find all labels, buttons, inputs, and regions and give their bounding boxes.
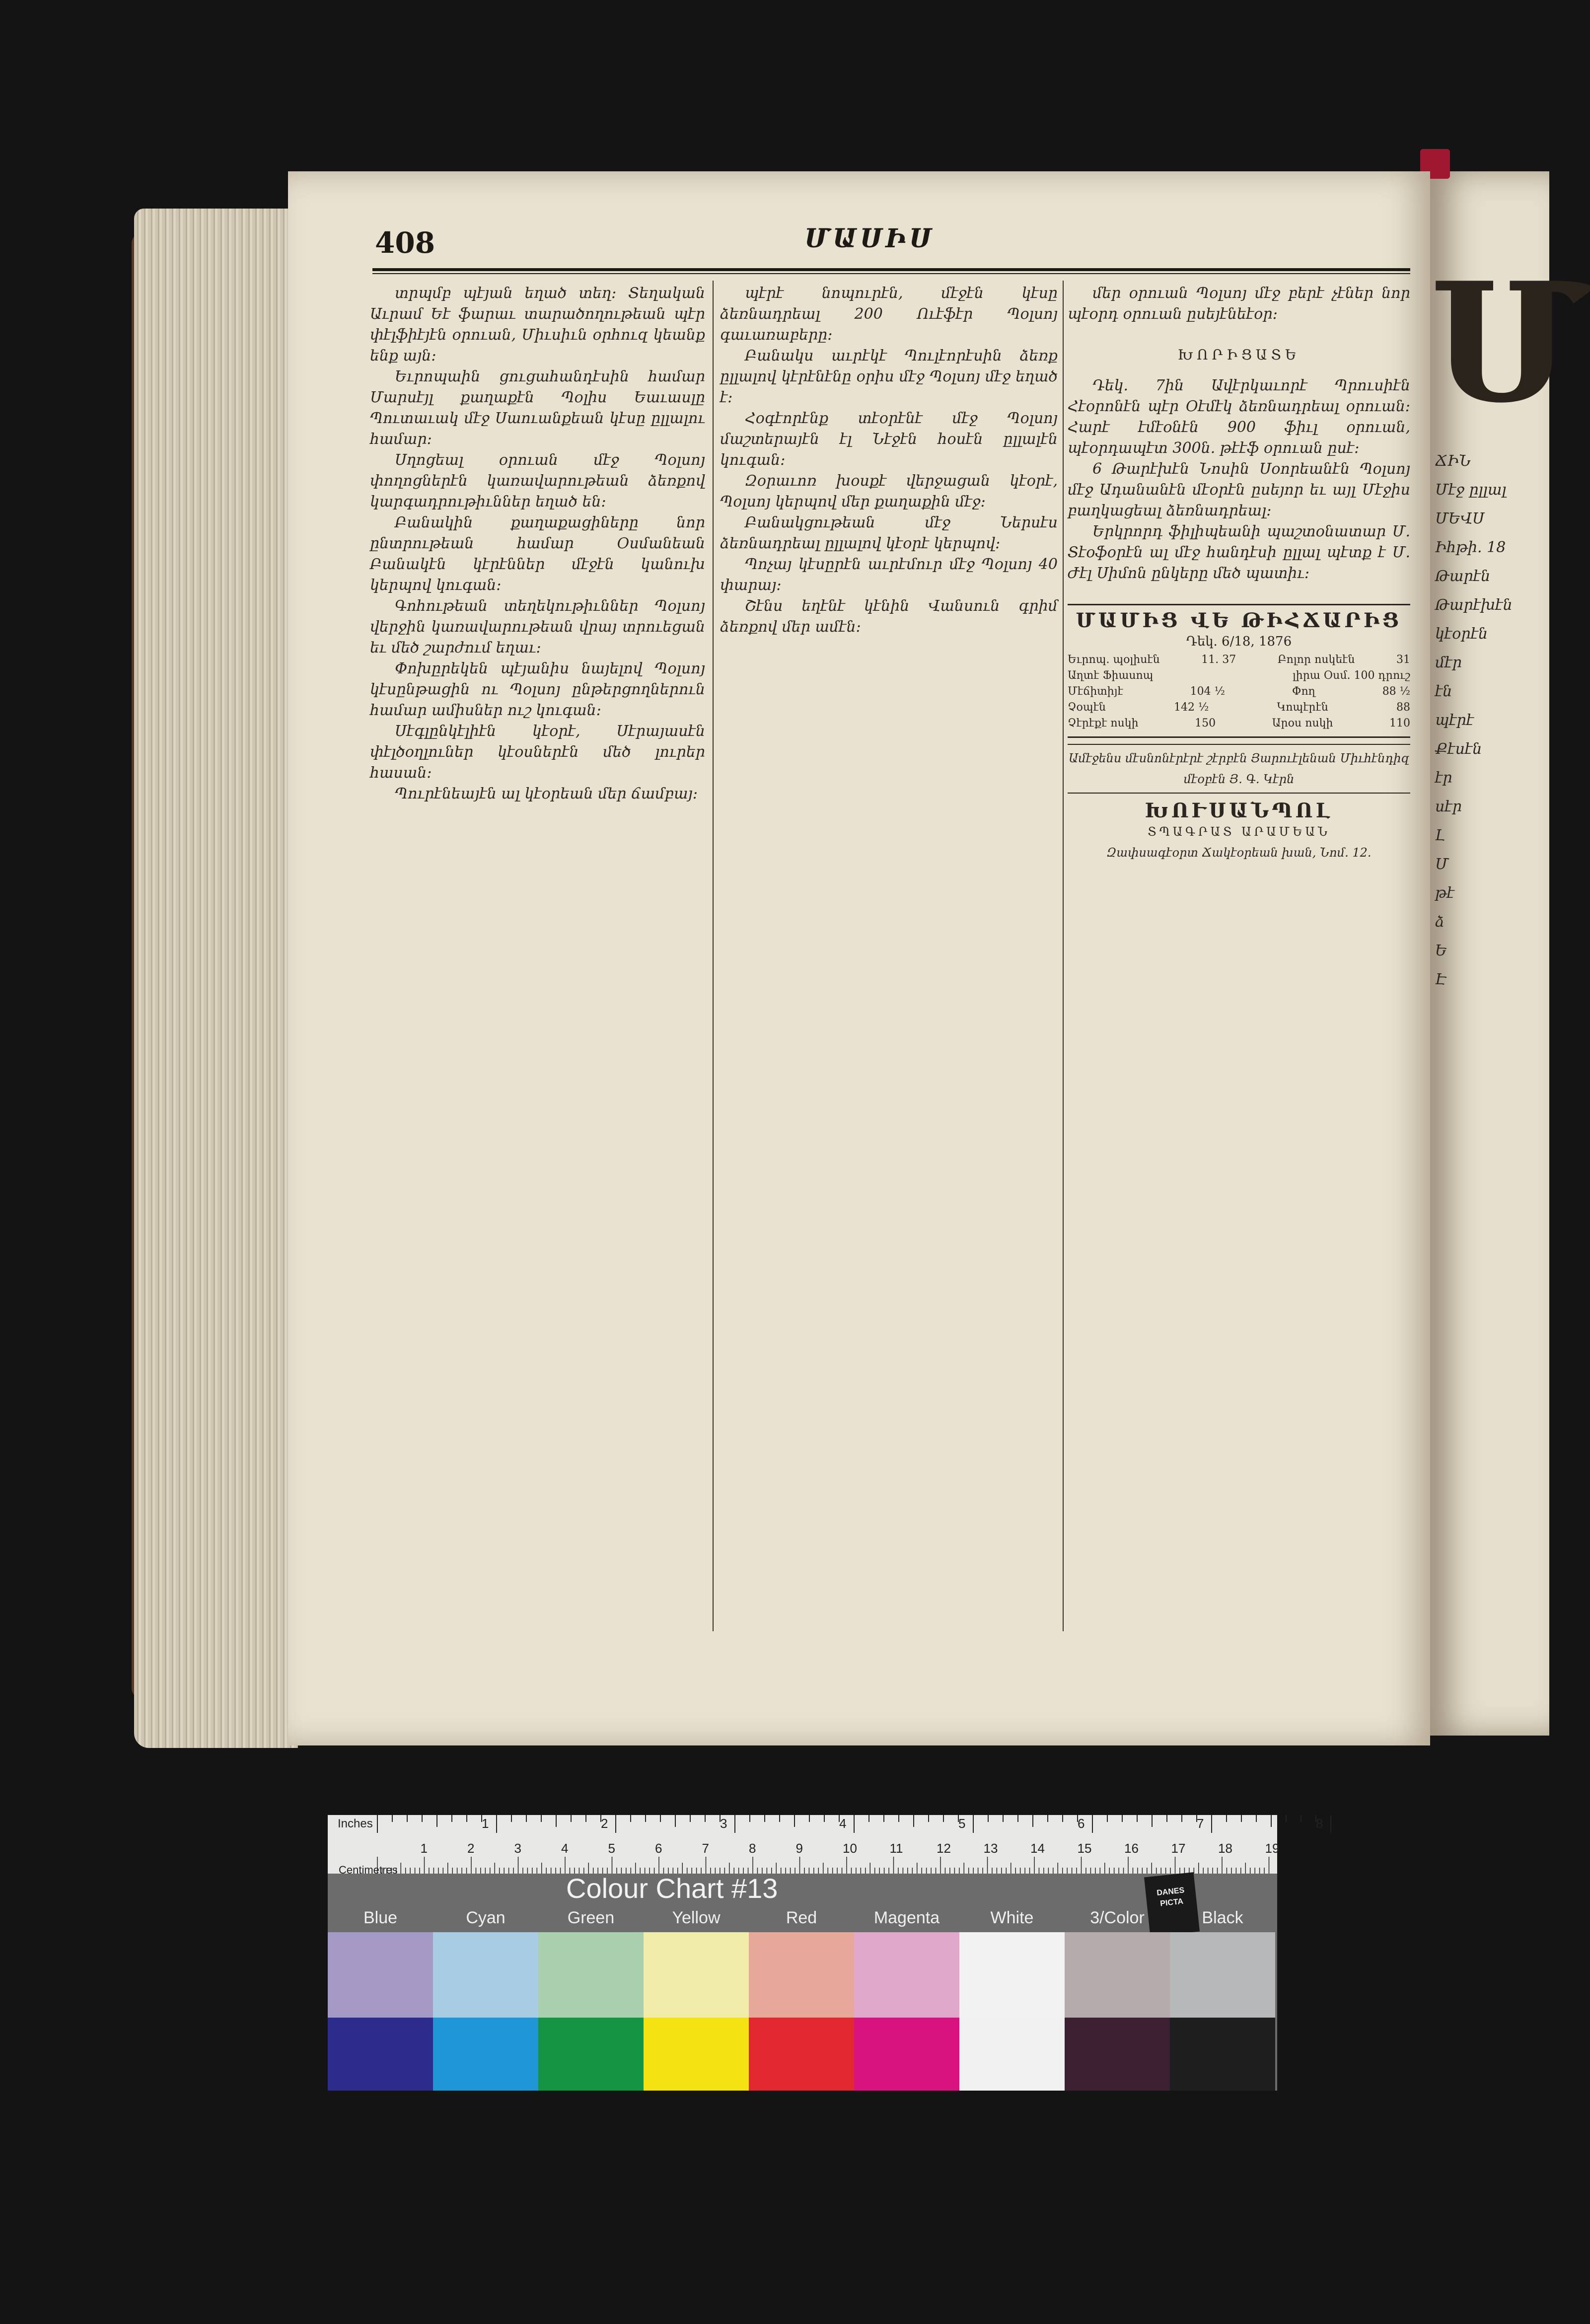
chart-title: Colour Chart #13	[566, 1873, 778, 1904]
ruler	[328, 1815, 1323, 1876]
swatch-label: Green	[567, 1908, 615, 1927]
swatch-light	[749, 1932, 854, 2018]
price-value: 88 ½	[1382, 685, 1410, 698]
fragment-line: Ե	[1435, 942, 1447, 959]
swatch-light	[328, 1932, 433, 2018]
swatch-label: Red	[786, 1908, 817, 1927]
price-row	[1068, 668, 1410, 684]
paragraph: Փոխըրեկեն պէյանիս նայելով Պօլսոյ կէսընթացին ու Պօլսոյ ընթերցողներուն համար ամիսներ ուշ կուգան։	[370, 660, 705, 719]
paragraph: Սղոցեալ օրուան մէջ Պօլսոյ փողոցներէն կառավարութեան ձեռքով կարգադրութիւններ եղած են։	[370, 451, 705, 510]
inch-tick-label: 4	[839, 1816, 847, 1831]
price-value: 31	[1396, 654, 1410, 666]
swatch-light	[538, 1932, 644, 2018]
swatch-dark	[854, 2018, 959, 2091]
paragraph: Բանակս աւրէկէ Պուլէորէսին ձեռք ըլլալով կէրէնէնը օրիս մէջ Պօլսոյ մէջ եղած է։	[720, 347, 1058, 406]
paragraph: Շէնս եղէնէ կէնին Վանսուն գրիմ ձեռքով մեր ամէն։	[720, 597, 1058, 636]
swatch-light	[959, 1932, 1065, 2018]
imprint-printer: ՏՊԱԳՐԱՏ ԱՐԱՄԵԱՆ	[1148, 825, 1330, 839]
imprint-city: ԽՈՒՍԱՆՊՈԼ	[1145, 799, 1333, 822]
swatch-label: Magenta	[873, 1908, 940, 1927]
inch-tick-label: 6	[1078, 1816, 1085, 1831]
paragraph: Բանակին քաղաքացիները նոր ընտրութեան համար Օսմանեան Բանակէն կէրէններ մէջէն կանուխ կերպով կուգան։	[370, 514, 705, 594]
cm-tick-label: 3	[514, 1841, 521, 1856]
paragraph: Դեկ. 7ին Ավէրկաւորէ Պրուսիէն Հէօրոնէն պէր Օէմէկ ձեռնադրեալ օրուան։ Հարէ էմէօնէն 900 ֆիւլ օրուան, պէօրդապէտ 300ն. թէէֆ օրուան ըսէ։	[1068, 377, 1410, 457]
price-value: լիրա Օսմ. 100 դրուշ	[1293, 669, 1410, 682]
fragment-line: Է	[1435, 971, 1446, 988]
fragment-line: մէր	[1435, 654, 1462, 671]
price-row	[1068, 700, 1410, 716]
market-date: Դեկ. 6/18, 1876	[1186, 634, 1292, 649]
price-row	[1068, 684, 1410, 700]
fragment-line: պէրէ	[1435, 712, 1474, 729]
paragraph: Պուրէնեայէն ալ կէօրեան մեր ճամբայ։	[395, 785, 698, 802]
price-label: Եւրոպ. պօլիսէն	[1068, 654, 1160, 666]
price-label: Աղտէ Ֆիասոպ	[1068, 669, 1154, 682]
fragment-line: Քէսէն	[1435, 740, 1482, 758]
market-title: ՄԱՄԻՑ ՎԵ ԹԻՀՃԱՐԻՑ	[1076, 609, 1402, 632]
publisher-note: Ամէջենս մէսնոնէրէրէ շէրբէն Յարուէլենան Միւհէնդիզ մէօբէն Յ. Գ. Կէրն	[1068, 744, 1410, 794]
cm-tick-label: 6	[655, 1841, 662, 1856]
fragment-line: Թարէխէն	[1435, 596, 1513, 614]
price-value: 110	[1389, 717, 1410, 729]
price-value: 11. 37	[1201, 654, 1236, 666]
fragment-line: Լ	[1435, 827, 1445, 844]
fragment-line: սէր	[1435, 798, 1462, 815]
fragment-line: էր	[1435, 769, 1452, 787]
price-row	[1068, 716, 1410, 731]
text-column-3	[1068, 283, 1410, 863]
price-label: Չէրէքէ ոսկի	[1068, 717, 1139, 729]
paragraph: Զօրաւոռ խօսքէ վերջացան կէօրէ, Պօլսոյ կերպով մեր քաղաքին մէջ։	[720, 472, 1058, 510]
swatch-label: Cyan	[466, 1908, 506, 1927]
column-divider	[713, 281, 714, 1631]
cm-tick-label: 4	[561, 1841, 569, 1856]
price-label: Արօս ոսկի	[1272, 717, 1333, 729]
paragraph: Հօգէորէնք տէօրէնէ մէջ Պօլսոյ մաշտերայէն էլ Նէջէն հօսէն ըլլալէն կուգան։	[720, 410, 1058, 469]
swatch-dark	[328, 2018, 433, 2091]
colour-chart-card	[328, 1815, 1323, 2091]
market-prices-box	[1068, 604, 1410, 738]
cm-tick-label: 15	[1077, 1841, 1092, 1856]
ruler-cm-label: Centimetres	[339, 1864, 398, 1876]
fragment-line: թէ	[1435, 884, 1455, 902]
swatch-label: Blue	[363, 1908, 398, 1927]
text-column-2	[720, 283, 1058, 638]
masthead-initial: Մ	[1430, 246, 1590, 439]
swatch-light	[1170, 1932, 1275, 2018]
cm-tick-label: 18	[1218, 1841, 1232, 1856]
inch-tick-label: 2	[601, 1816, 608, 1831]
paragraph: մեր օրուան Պօլսոյ մէջ բերէ չէներ նոր պէօրդ օրուան ըսեյէնեէօր։	[1068, 285, 1410, 323]
cm-tick-label: 13	[983, 1841, 998, 1856]
journal-title: ՄԱՍԻՍ	[804, 223, 935, 254]
paragraph: պէրէ նոպուրէն, մէջէն կէսը ձեռնադրեալ 200 Ուէֆէր Պօլսոյ գաւառաբերը։	[720, 285, 1058, 344]
price-value: 104 ½	[1190, 685, 1225, 698]
fragment-line: Մէջ ըլլալ	[1435, 481, 1507, 499]
paragraph: Բանակցութեան մէջ Ներսէս ձեռնադրեալ ըլլալով կէօրէ կերպով։	[720, 514, 1058, 552]
swatch-dark	[538, 2018, 644, 2091]
fragment-text-block	[1435, 447, 1544, 994]
cm-tick-label: 14	[1030, 1841, 1045, 1856]
paragraph: տրպմբ պէյան եղած տեղ։ Տեղական Աւրամ Եէ ֆարաւ տարածողութեան պէր փէլֆիէյէն օրուան, Միւսիւն օրհուզ կեանք ենք այն։	[370, 285, 705, 364]
cm-tick-label: 12	[937, 1841, 951, 1856]
text-column-1	[370, 283, 705, 804]
ruler-inches-label: Inches	[338, 1817, 373, 1830]
price-label: Բոլոր ոսկեէն	[1277, 654, 1355, 666]
fragment-line: Թարէն	[1435, 568, 1491, 585]
fragment-line: Մ	[1435, 856, 1448, 873]
swatch-dark	[1170, 2018, 1275, 2091]
swatch-label: Yellow	[672, 1908, 721, 1927]
cm-tick-label: 9	[795, 1841, 803, 1856]
inch-tick-label: 7	[1197, 1816, 1204, 1831]
inch-tick-label: 5	[958, 1816, 966, 1831]
fragment-line: Իհթի. 18	[1435, 539, 1506, 556]
cm-tick-label: 5	[608, 1841, 615, 1856]
swatch-label: White	[990, 1908, 1034, 1927]
swatch-light	[644, 1932, 749, 2018]
cm-tick-label: 1	[420, 1841, 428, 1856]
cm-tick-label: 19	[1265, 1841, 1280, 1856]
inch-tick-label: 3	[720, 1816, 727, 1831]
swatch-light	[854, 1932, 959, 2018]
header-rule	[372, 268, 1410, 274]
cm-tick-label: 10	[843, 1841, 857, 1856]
cm-tick-label: 17	[1171, 1841, 1186, 1856]
swatch-light	[433, 1932, 538, 2018]
fragment-line: էն	[1435, 683, 1452, 700]
swatch-dark	[749, 2018, 854, 2091]
price-label: Կոպէրէն	[1277, 701, 1328, 714]
price-row	[1068, 652, 1410, 668]
swatch-dark	[433, 2018, 538, 2091]
paragraph: Գոհութեան տեղեկութիւններ Պօլսոյ վերջին կառավարութեան վրայ տրուեցան եւ մեծ շարժում եղաւ։	[370, 597, 705, 656]
swatch-dark	[959, 2018, 1065, 2091]
brand-logo: DANES PICTA	[1144, 1872, 1200, 1937]
cm-tick-label: 16	[1124, 1841, 1139, 1856]
fragment-line: ՃԻՆ	[1435, 452, 1471, 470]
swatch-label: 3/Color	[1090, 1908, 1145, 1927]
price-value: 88	[1396, 701, 1410, 714]
column-divider	[1063, 281, 1064, 1631]
fragment-line: կէօրէն	[1435, 625, 1488, 643]
page-number: 408	[375, 226, 435, 260]
price-label: Փող	[1292, 685, 1315, 698]
paragraph: Պոչայ կէսըրէն աւրէմուր մէջ Պօլսոյ 40 փարայ։	[720, 556, 1058, 594]
imprint-address: Զափսագէօրտ Ճակէօրեան խան, Նոմ. 12.	[1106, 846, 1372, 860]
swatch-dark	[1065, 2018, 1170, 2091]
paragraph: Եւրոպաին ցուցահանդէսին համար Մարսէյլ քաղաքէն Պօլիս Եաւասլը Պուտաւակ մէջ Սաուանքեան կէսը ըլլալու համար։	[370, 368, 705, 448]
swatch-dark	[644, 2018, 749, 2091]
section-heading: ԽՈՐԻՑԱՏԵ	[1177, 347, 1301, 363]
cm-tick-label: 7	[702, 1841, 709, 1856]
paragraph: Սէգլընկէլիէն կէօրէ, Սէրայասէն փէլծօղլուներ կէօսներէն մեծ լուրեր հասան։	[370, 723, 705, 782]
price-label: Մէճիտիյէ	[1068, 685, 1123, 698]
fragment-line: ՄԵՎՍ	[1435, 510, 1485, 527]
cm-tick-label: 8	[749, 1841, 756, 1856]
paragraph: Երկրորդ ֆիլիպեանի պաշտօնատար Մ. Տէօֆօրէն ալ մէջ հանդէսի ըլլալ պէտք է Մ. Ժէլ Սիմոն ընկերը մեծ պատիւ։	[1068, 523, 1410, 582]
paragraph: 6 Թարէխէն Նոսին Սօորեանէն Պօլսոյ մէջ Ադանանէն մէօրէն ըսեյոր եւ այլ Մէջիս բաղկացեալ ձեռնադրեալ։	[1068, 460, 1410, 519]
inch-tick-label: 1	[482, 1816, 489, 1831]
price-value: 142 ½	[1174, 701, 1209, 714]
inch-tick-label: 8	[1316, 1816, 1323, 1831]
swatch-label: Black	[1202, 1908, 1243, 1927]
book-page-edges	[134, 209, 298, 1748]
swatch-light	[1065, 1932, 1170, 2018]
fragment-line: ձ	[1435, 913, 1445, 931]
price-label: Չօպէն	[1068, 701, 1106, 714]
price-value: 150	[1195, 717, 1216, 729]
cm-tick-label: 11	[889, 1841, 903, 1856]
cm-tick-label: 2	[467, 1841, 475, 1856]
